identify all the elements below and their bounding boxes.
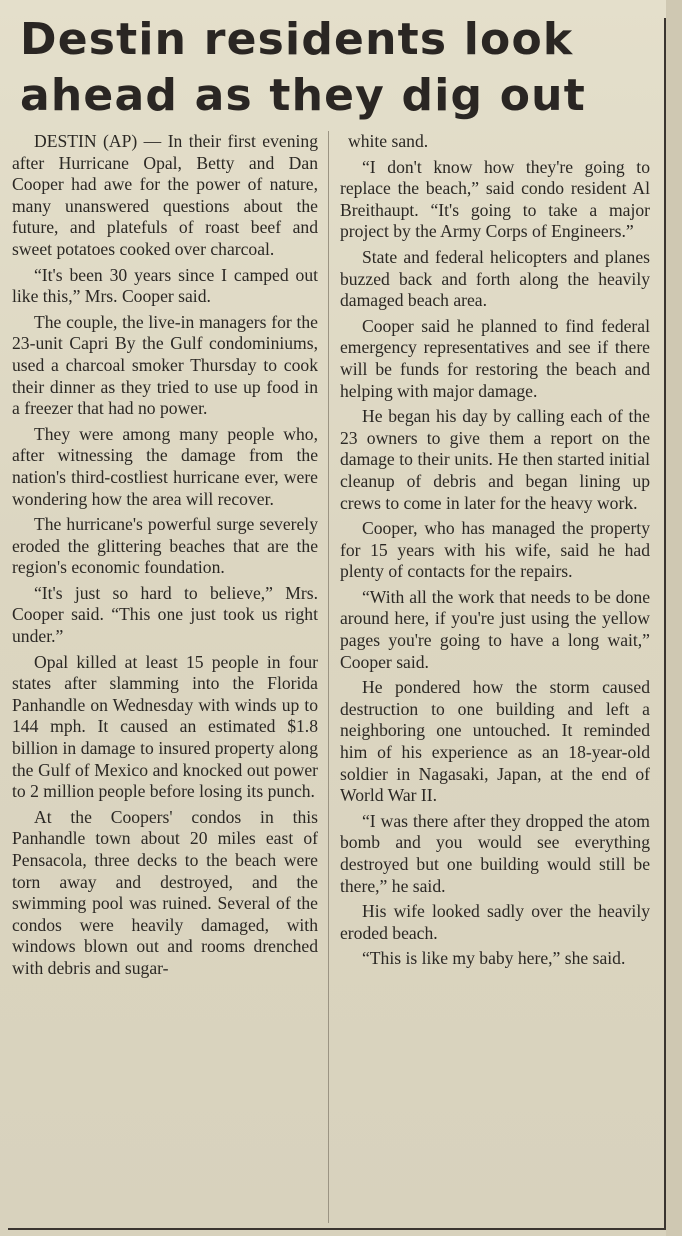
paragraph: “This is like my baby here,” she said. xyxy=(362,948,626,969)
article-column-left xyxy=(12,131,318,984)
paragraph: Cooper said he planned to find federal emergency representatives and see if there will be funds for restoring the beach and helping with major damage. xyxy=(340,315,650,401)
paragraph: At the Coopers' condos in this Panhandle town about 20 miles east of Pensacola, three decks to the beach were torn away and destroyed, and the swimming pool was ruined. Several of the condos were heavily damaged, with windows blown out and rooms drenched with debris and sugar- xyxy=(12,806,318,978)
paragraph: “It's just so hard to believe,” Mrs. Cooper said. “This one just took us right under.” xyxy=(12,582,318,647)
paragraph: They were among many people who, after witnessing the damage from the nation's third-costliest hurricane ever, were wondering how the area will recover. xyxy=(12,423,318,509)
paragraph-continuation: white sand. xyxy=(348,131,429,151)
article-column-right xyxy=(340,131,650,974)
adjacent-page-edge xyxy=(666,0,682,1236)
paragraph: DESTIN (AP) — In their first evening after Hurricane Opal, Betty and Dan Cooper had awe for the power of nature, many unanswered questions about the future, and platefuls of roast beef and sweet potatoes cooked over charcoal. xyxy=(12,131,318,259)
paragraph: The couple, the live-in managers for the 23-unit Capri By the Gulf condominiums, used a charcoal smoker Thursday to cook their dinner as they tried to use up food in a freezer that had no power. xyxy=(12,311,318,419)
paragraph: His wife looked sadly over the heavily eroded beach. xyxy=(340,901,650,943)
paragraph: State and federal helicopters and planes buzzed back and forth along the heavily damaged beach area. xyxy=(340,246,650,311)
paragraph: “I was there after they dropped the atom bomb and you would see everything destroyed but one building would still be there,” he said. xyxy=(340,810,650,896)
paragraph: Opal killed at least 15 people in four states after slamming into the Florida Panhandle on Wednesday with winds up to 144 mph. It caused an estimated $1.8 billion in damage to insured property along the Gulf of Mexico and knocked out power to 2 million people before losing its punch. xyxy=(12,651,318,802)
paragraph: “It's been 30 years since I camped out like this,” Mrs. Cooper said. xyxy=(12,264,318,307)
column-border-right xyxy=(664,18,666,1230)
bottom-border xyxy=(8,1228,666,1230)
paragraph: The hurricane's powerful surge severely eroded the glittering beaches that are the region's economic foundation. xyxy=(12,514,318,578)
paragraph: He pondered how the storm caused destruction to one building and left a neighboring one untouched. It reminded him of his experience as an 18-year-old soldier in Nagasaki, Japan, at the end of World War II. xyxy=(340,677,650,806)
paragraph: He began his day by calling each of the 23 owners to give them a report on the damage to their units. He then started initial cleanup of debris and began lining up crews to come in later for the heavy work. xyxy=(340,406,650,513)
column-divider xyxy=(328,131,329,1223)
paragraph: “I don't know how they're going to replace the beach,” said condo resident Al Breithaupt. “It's going to take a major project by the Army Corps of Engineers.” xyxy=(340,156,650,242)
headline: Destin residents look ahead as they dig out xyxy=(20,14,586,121)
paragraph: Cooper, who has managed the property for 15 years with his wife, said he had plenty of contacts for the repairs. xyxy=(340,518,650,582)
paragraph: “With all the work that needs to be done around here, if you're just using the yellow pages you're going to have a long wait,” Cooper said. xyxy=(340,586,650,672)
